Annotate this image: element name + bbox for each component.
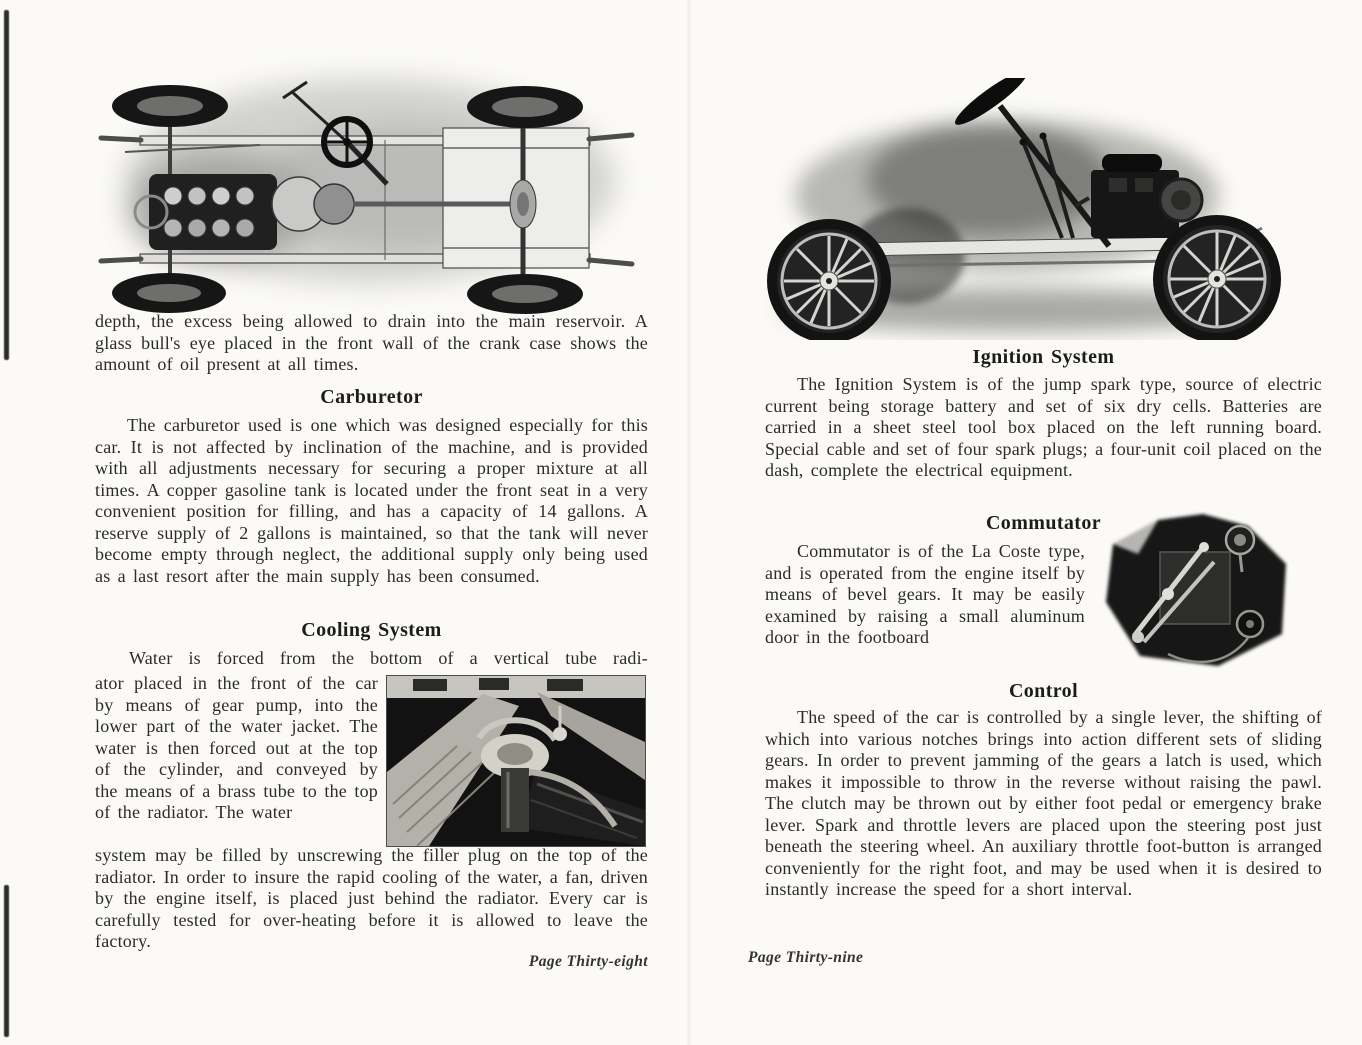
cooling-paragraph-continuation: system may be filled by unscrewing the filler plug on the top of the radiator. In order to insure the rapid cooling of the water, a fan, driven by the engine itself, is placed just behind the radiator. Every car is carefully tested for over-heating before it is allowed to leave the factory. bbox=[95, 845, 648, 951]
commutator-heading: Commutator bbox=[985, 512, 1102, 534]
left-page-number-caption: Page Thirty-eight bbox=[528, 953, 648, 970]
commutator-photo-svg bbox=[1098, 506, 1296, 674]
ignition-system-heading: Ignition System bbox=[972, 346, 1115, 368]
commutator-paragraph: Commutator is of the La Coste type, and is operated from the engine itself by means of bevel gears. It may be easily examined by raising a small aluminum door in the footboard bbox=[765, 541, 1085, 647]
ignition-paragraph: The Ignition System is of the jump spark type, source of electric current being storage battery and set of six dry cells. Batteries are carried in a sheet steel tool box placed on the left running board. Special cable and set of four spark plugs; a four-unit coil placed on the dash, complete the electrical equipment. bbox=[765, 374, 1322, 480]
cooling-system-heading: Cooling System bbox=[301, 619, 442, 641]
chassis-side-view-svg bbox=[757, 78, 1287, 340]
commutator-photo bbox=[1098, 506, 1296, 674]
water-pump-photo bbox=[386, 675, 646, 847]
chassis-side-view-photo bbox=[757, 78, 1287, 340]
carburetor-paragraph: The carburetor used is one which was designed especially for this car. It is not affected by inclination of the machine, and is provided with all adjustments necessary for securing a proper mixture at all times. A copper gasoline tank is located under the front seat in a very convenient position for filling, and has a capacity of 14 gallons. A reserve supply of 2 gallons is maintained, so that the tank will never become empty through neglect, the additional supply only being used as a last resort after the main supply has been consumed. bbox=[95, 415, 648, 586]
chassis-top-view-illustration bbox=[85, 36, 645, 316]
cooling-paragraph-beside-photo: ator placed in the front of the car by means of gear pump, into the lower part of the water jacket. The water is then forced out at the top of the cylinder, and conveyed by the means of a brass tube to the top of the radiator. The water bbox=[95, 673, 378, 822]
engine-top-view bbox=[135, 174, 277, 250]
chassis-top-view-svg bbox=[85, 36, 645, 316]
control-heading: Control bbox=[1008, 680, 1079, 702]
control-paragraph: The speed of the car is controlled by a single lever, the shifting of which into various notches brings into action different sets of sliding gears. In order to prevent jamming of the gears a latch is used, which makes it impossible to throw in the reverse without raising the pawl. The clutch may be thrown out by either foot pedal or emergency brake lever. Spark and throttle levers are placed upon the steering post just beneath the steering wheel. An auxiliary throttle foot-button is arranged conveniently for the right foot, and may be used when it is desired to instantly increase the speed for a short interval. bbox=[765, 707, 1322, 899]
cooling-lead-line: Water is forced from the bottom of a vertical tube radi- bbox=[129, 648, 648, 668]
rear-wheel bbox=[772, 224, 886, 338]
carburetor-heading: Carburetor bbox=[320, 386, 423, 408]
front-wheel bbox=[1158, 220, 1276, 338]
right-page-number-caption: Page Thirty-nine bbox=[748, 949, 864, 966]
water-pump-photo-svg bbox=[387, 676, 645, 846]
continued-paragraph: depth, the excess being allowed to drain into the main reservoir. A glass bull's eye placed in the front wall of the crank case shows the amount of oil present at all times. bbox=[95, 311, 648, 374]
right-page bbox=[690, 0, 1362, 1045]
